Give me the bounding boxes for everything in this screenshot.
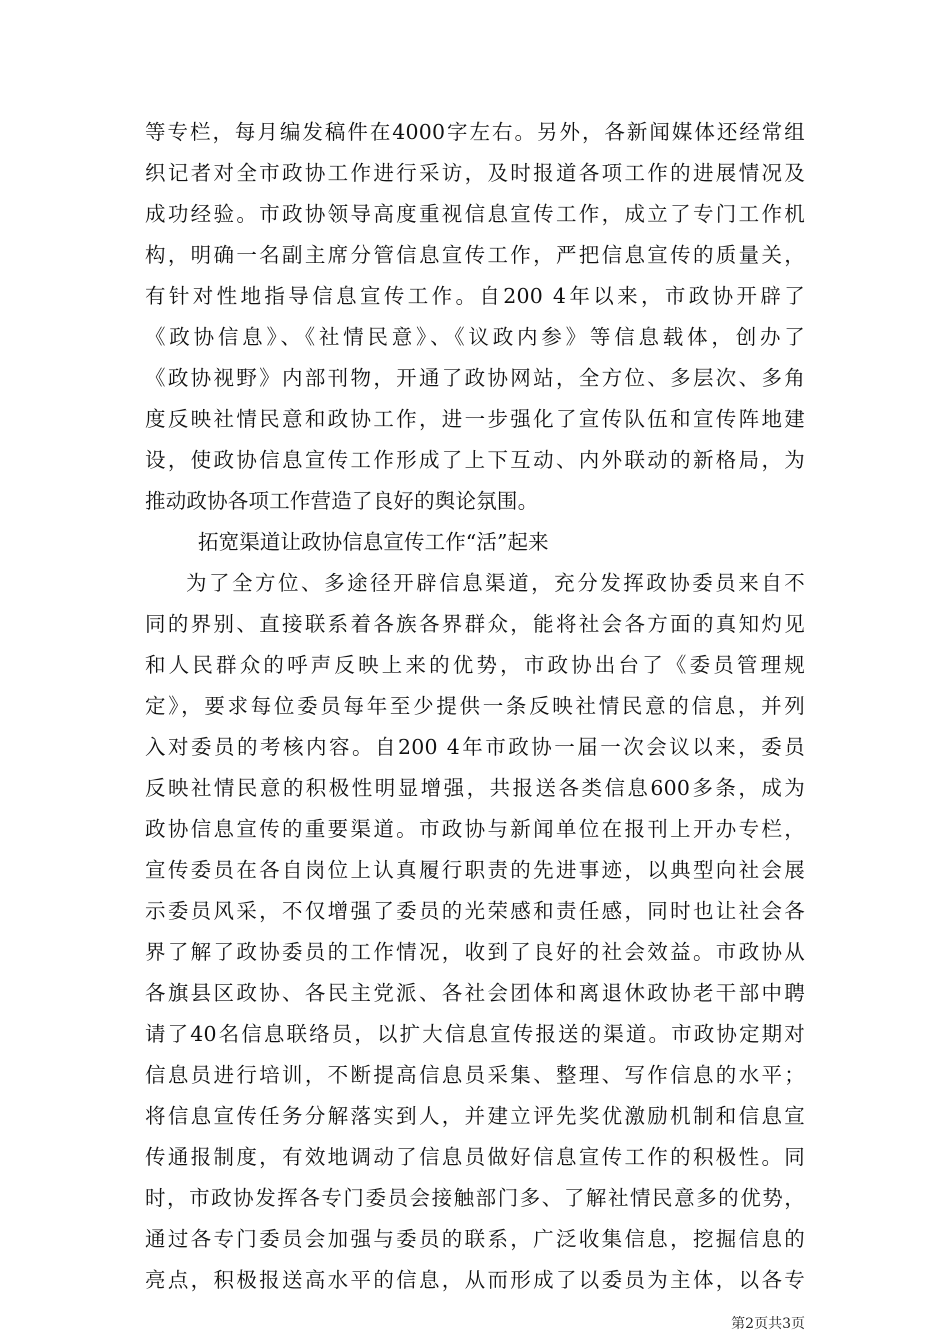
- paragraph-1-line-10: 推动政协各项工作营造了良好的舆论氛围。: [145, 489, 539, 513]
- paragraph-1-line-3: 成功经验。市政协领导高度重视信息宣传工作，成立了专门工作机: [145, 202, 805, 226]
- paragraph-2-line-3: 和人民群众的呼声反映上来的优势，市政协出台了《委员管理规: [145, 653, 805, 677]
- paragraph-2-line-1: 为了全方位、多途径开辟信息渠道，充分发挥政协委员来自不: [186, 571, 805, 595]
- paragraph-2-line-2: 同的界别、直接联系着各族各界群众，能将社会各方面的真知灼见: [145, 612, 805, 636]
- paragraph-2-line-8: 宣传委员在各自岗位上认真履行职责的先进事迹，以典型向社会展: [145, 858, 805, 882]
- paragraph-2-line-10: 界了解了政协委员的工作情况，收到了良好的社会效益。市政协从: [145, 940, 805, 964]
- paragraph-2-line-9: 示委员风采，不仅增强了委员的光荣感和责任感，同时也让社会各: [145, 899, 805, 923]
- paragraph-2-line-15: 传通报制度，有效地调动了信息员做好信息宣传工作的积极性。同: [145, 1145, 805, 1169]
- paragraph-1-line-9: 设，使政协信息宣传工作形成了上下互动、内外联动的新格局，为: [145, 448, 805, 472]
- paragraph-2-line-13: 信息员进行培训，不断提高信息员采集、整理、写作信息的水平；: [145, 1063, 805, 1087]
- section-heading: 拓宽渠道让政协信息宣传工作“活”起来: [198, 530, 549, 554]
- paragraph-2-line-7: 政协信息宣传的重要渠道。市政协与新闻单位在报刊上开办专栏，: [145, 817, 805, 841]
- paragraph-2-line-18: 亮点，积极报送高水平的信息，从而形成了以委员为主体，以各专: [145, 1268, 805, 1292]
- paragraph-1-line-2: 织记者对全市政协工作进行采访，及时报道各项工作的进展情况及: [145, 161, 805, 185]
- paragraph-2-line-17: 通过各专门委员会加强与委员的联系，广泛收集信息，挖掘信息的: [145, 1227, 805, 1251]
- paragraph-2-line-12: 请了40名信息联络员，以扩大信息宣传报送的渠道。市政协定期对: [145, 1022, 805, 1046]
- page-number-footer: 第2页共3页: [731, 1316, 805, 1332]
- paragraph-1-line-8: 度反映社情民意和政协工作，进一步强化了宣传队伍和宣传阵地建: [145, 407, 805, 431]
- paragraph-2-line-14: 将信息宣传任务分解落实到人，并建立评先奖优激励机制和信息宣: [145, 1104, 805, 1128]
- paragraph-1-line-7: 《政协视野》内部刊物，开通了政协网站，全方位、多层次、多角: [145, 366, 805, 390]
- paragraph-1-line-1: 等专栏，每月编发稿件在4000字左右。另外，各新闻媒体还经常组: [145, 120, 805, 144]
- paragraph-2-line-4: 定》，要求每位委员每年至少提供一条反映社情民意的信息，并列: [145, 694, 805, 718]
- paragraph-1-line-4: 构，明确一名副主席分管信息宣传工作，严把信息宣传的质量关，: [145, 243, 805, 267]
- paragraph-2-line-11: 各旗县区政协、各民主党派、各社会团体和离退休政协老干部中聘: [145, 981, 805, 1005]
- paragraph-2-line-16: 时，市政协发挥各专门委员会接触部门多、了解社情民意多的优势，: [145, 1186, 805, 1210]
- paragraph-2-line-6: 反映社情民意的积极性明显增强，共报送各类信息600多条，成为: [145, 776, 805, 800]
- paragraph-2-line-5: 入对委员的考核内容。自200 4年市政协一届一次会议以来，委员: [145, 735, 805, 759]
- paragraph-1-line-5: 有针对性地指导信息宣传工作。自200 4年以来，市政协开辟了: [145, 284, 805, 308]
- paragraph-1-line-6: 《政协信息》、《社情民意》、《议政内参》等信息载体，创办了: [145, 325, 805, 349]
